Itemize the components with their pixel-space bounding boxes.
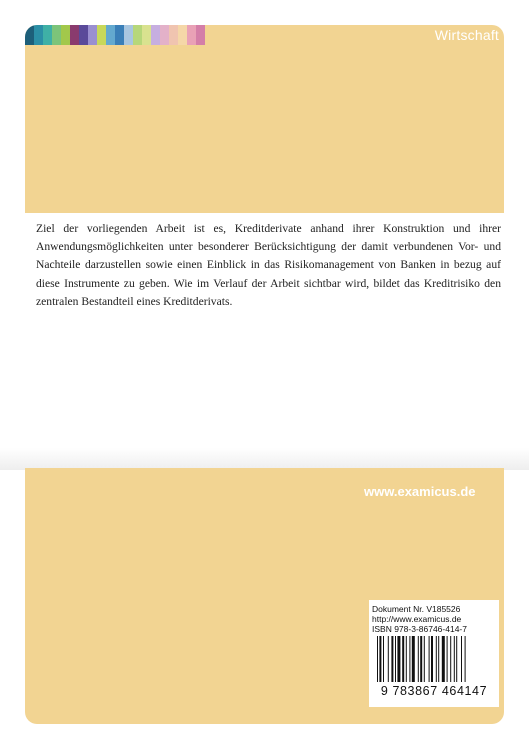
barcode-icon — [377, 636, 495, 682]
abstract-paragraph: Ziel der vorliegenden Arbeit ist es, Kreditderivate anhand ihrer Konstruktion und ihrer Anwendungsmöglichkeiten unter besonderer Berücksichtigung der damit verbundenen Vor- und Nachteile darzustellen sowie einen Einblick in das Risikomanagement von Banken in bezug auf diese Instrumente zu geben. Wie im Verlauf der Arbeit sichtbar wird, bildet das Kreditrisiko den zentralen Bestandteil eines Kreditderivats. — [36, 222, 501, 308]
isbn-number: ISBN 978-3-86746-414-7 — [372, 624, 467, 634]
color-strip-segment — [178, 25, 187, 45]
color-strip-segment — [142, 25, 151, 45]
color-strip — [25, 25, 205, 45]
color-strip-segment — [88, 25, 97, 45]
color-strip-segment — [160, 25, 169, 45]
document-number: Dokument Nr. V185526 — [372, 604, 461, 614]
color-strip-segment — [196, 25, 205, 45]
barcode-digits: 9 783867 464147 — [380, 684, 488, 698]
publisher-website[interactable]: www.examicus.de — [364, 484, 476, 499]
category-label: Wirtschaft — [434, 27, 499, 43]
color-strip-segment — [115, 25, 124, 45]
cover-top-panel — [25, 25, 504, 213]
color-strip-segment — [34, 25, 43, 45]
abstract-text-block — [36, 220, 501, 311]
color-strip-segment — [124, 25, 133, 45]
color-strip-segment — [25, 25, 34, 45]
page-fold-shadow — [0, 448, 529, 470]
color-strip-segment — [43, 25, 52, 45]
color-strip-segment — [133, 25, 142, 45]
color-strip-segment — [187, 25, 196, 45]
color-strip-segment — [151, 25, 160, 45]
document-url[interactable]: http://www.examicus.de — [372, 614, 462, 624]
color-strip-segment — [52, 25, 61, 45]
color-strip-segment — [79, 25, 88, 45]
barcode-box — [369, 600, 499, 707]
color-strip-segment — [97, 25, 106, 45]
color-strip-segment — [70, 25, 79, 45]
color-strip-segment — [169, 25, 178, 45]
color-strip-segment — [106, 25, 115, 45]
color-strip-segment — [61, 25, 70, 45]
